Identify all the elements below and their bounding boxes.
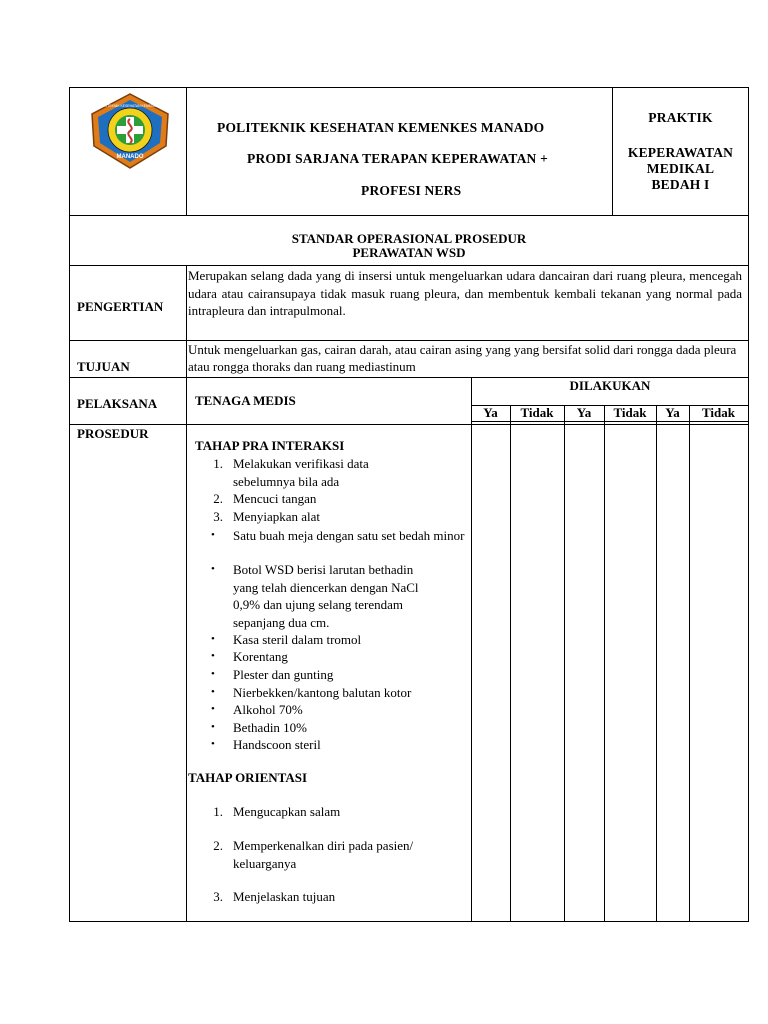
dilakukan-divider <box>471 377 472 922</box>
pengertian-label: PENGERTIAN <box>77 299 164 314</box>
course-line-2: MEDIKAL <box>646 161 715 176</box>
sop-title-line-2: PERAWATAN WSD <box>352 245 466 260</box>
col-header-tidak-2: Tidak <box>613 405 647 420</box>
pelaksana-label: PELAKSANA <box>77 396 158 411</box>
row-line-header <box>69 215 749 216</box>
label-divider <box>186 265 187 922</box>
orientasi-title: TAHAP ORIENTASI <box>188 770 308 785</box>
border-bottom <box>69 921 749 922</box>
col-header-tidak-3: Tidak <box>701 405 735 420</box>
institution-name: POLITEKNIK KESEHATAN KEMENKES MANADO <box>217 120 545 135</box>
col-divider-3 <box>604 405 605 922</box>
dilakukan-header: DILAKUKAN <box>569 378 651 393</box>
border-right <box>748 87 749 922</box>
row-line-title <box>69 265 749 266</box>
col-header-ya-2: Ya <box>576 405 592 420</box>
col-divider-2 <box>564 405 565 922</box>
svg-text:POLITEKNIK KESEHATAN KEMENKES: POLITEKNIK KESEHATAN KEMENKES <box>99 104 161 108</box>
col-divider-1 <box>510 405 511 922</box>
prosedur-label: PROSEDUR <box>77 426 149 441</box>
tujuan-text: Untuk mengeluarkan gas, cairan darah, atau cairan asing yang yang bersifat solid dari rongga dada pleura atau rongga thoraks dan ruang mediastinum <box>188 342 737 374</box>
program-line-2: PROFESI NERS <box>361 183 462 198</box>
col-divider-5 <box>689 405 690 922</box>
col-header-tidak-1: Tidak <box>520 405 554 420</box>
course-line-1: KEPERAWATAN <box>627 145 734 160</box>
svg-text:MANADO: MANADO <box>116 154 144 160</box>
col-header-ya-1: Ya <box>483 405 498 420</box>
pra-interaksi-list: 1. Melakukan verifikasi data sebelumnya bila ada 2. Mencuci tangan 3. Menyiapkan alat • Satu buah meja dengan satu set bedah minor • Botol WSD berisi larutan bethadin yang telah diencerkan dengan NaCl 0,9% dan ujung selang terendam sepanjang dua cm. • Kasa steril dalam tromol • Korentang • Plester dan gunting • Nierbekken/kantong balutan kotor • Alkohol 70% • Bethadin 10% • Handscoon steril <box>211 456 465 752</box>
row-line-cols <box>471 421 749 422</box>
praktik-label: PRAKTIK <box>648 110 713 125</box>
pengertian-text: Merupakan selang dada yang di insersi untuk mengeluarkan udara dancairan dari ruang pleura, mencegah udara atau cairansupaya tidak masuk ruang pleura, dan membentuk kembali tekanan yang normal pada intrapleura dan intrapulmonal. <box>188 268 742 318</box>
border-top <box>69 87 749 88</box>
orientasi-list: 1. Mengucapkan salam 2. Memperkenalkan diri pada pasien/ keluarganya 3. Menjelaskan tujuan <box>213 804 414 904</box>
tujuan-label: TUJUAN <box>77 359 130 374</box>
col-header-ya-3: Ya <box>665 405 680 420</box>
col-divider-4 <box>656 405 657 922</box>
border-left <box>69 87 70 922</box>
institution-logo <box>88 92 172 170</box>
pra-interaksi-title: TAHAP PRA INTERAKSI <box>195 438 345 453</box>
header-divider-1 <box>186 87 187 215</box>
pelaksana-value: TENAGA MEDIS <box>195 393 296 408</box>
sop-title-line-1: STANDAR OPERASIONAL PROSEDUR <box>291 231 527 246</box>
row-line-pelaksana <box>69 424 749 425</box>
program-line-1: PRODI SARJANA TERAPAN KEPERAWATAN + <box>247 151 548 166</box>
course-line-3: BEDAH I <box>651 177 710 192</box>
